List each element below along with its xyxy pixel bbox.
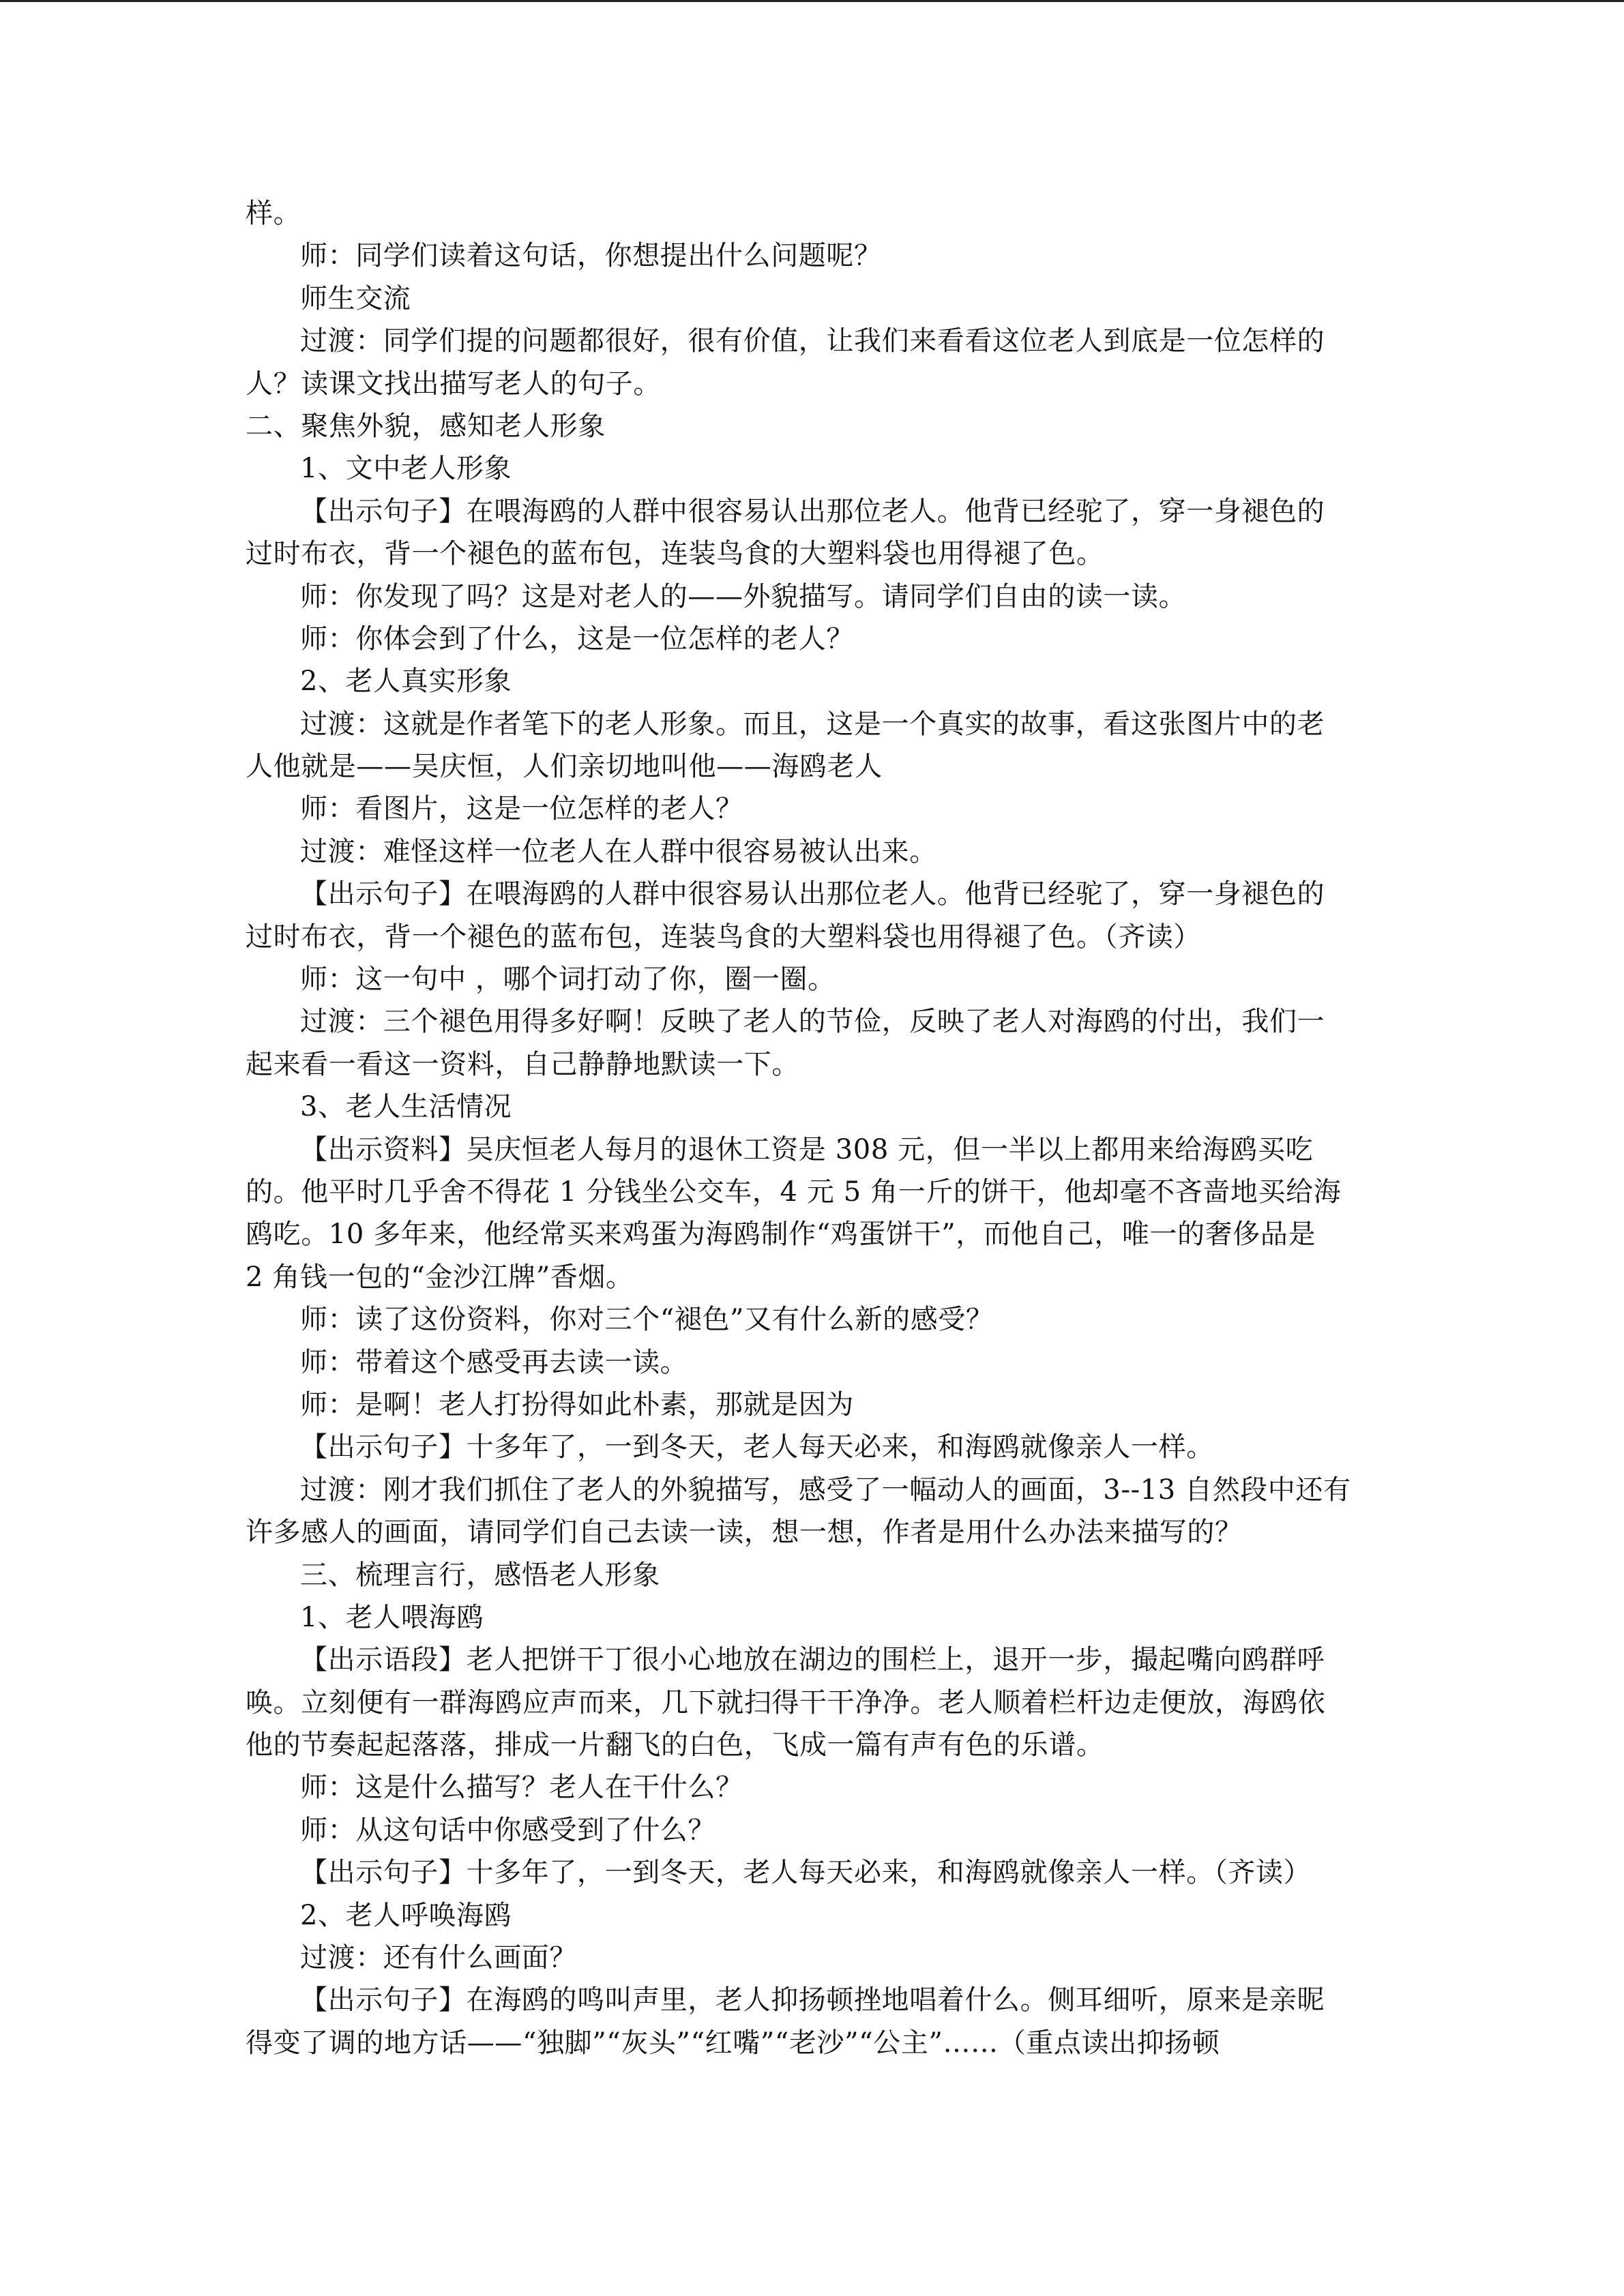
text-line: 许多感人的画面，请同学们自己去读一读，想一想，作者是用什么办法来描写的？ (246, 1517, 1243, 1549)
text-line: 师：这是什么描写？老人在干什么？ (300, 1772, 743, 1804)
text-line: 过渡：还有什么画面？ (300, 1942, 577, 1974)
text-line: 【出示句子】十多年了，一到冬天，老人每天必来，和海鸥就像亲人一样。（齐读） (300, 1857, 1312, 1889)
text-line: 鸥吃。10 多年来，他经常买来鸡蛋为海鸥制作“鸡蛋饼干”，而他自己，唯一的奢侈品是 (246, 1219, 1316, 1251)
text-line: 【出示句子】在喂海鸥的人群中很容易认出那位老人。他背已经驼了，穿一身褪色的 (300, 878, 1325, 910)
text-line: 人？读课文找出描写老人的句子。 (246, 368, 661, 400)
text-line: 师：这一句中 ，哪个词打动了你，圈一圈。 (300, 964, 836, 996)
text-line: 过时布衣，背一个褪色的蓝布包，连装鸟食的大塑料袋也用得褪了色。 (246, 538, 1104, 570)
text-line: 师：是啊！老人打扮得如此朴素，那就是因为 (300, 1388, 854, 1420)
text-line: 师生交流 (300, 282, 411, 314)
text-line: 三、梳理言行，感悟老人形象 (300, 1559, 660, 1591)
text-line: 3、老人生活情况 (300, 1091, 512, 1123)
text-line: 2、老人呼唤海鸥 (300, 1899, 512, 1931)
text-line: 师：读了这份资料，你对三个“褪色”又有什么新的感受？ (300, 1304, 994, 1336)
text-line: 过渡：三个褪色用得多好啊！反映了老人的节俭，反映了老人对海鸥的付出，我们一 (300, 1006, 1325, 1038)
text-line: 的。他平时几乎舍不得花 1 分钱坐公交车，4 元 5 角一斤的饼干，他却毫不吝啬地买给海 (246, 1176, 1342, 1208)
text-line: 师：同学们读着这句话，你想提出什么问题呢？ (300, 240, 882, 272)
text-line: 过渡：这就是作者笔下的老人形象。而且，这是一个真实的故事，看这张图片中的老 (300, 708, 1325, 740)
text-line: 过时布衣，背一个褪色的蓝布包，连装鸟食的大塑料袋也用得褪了色。（齐读） (246, 921, 1201, 953)
text-line: 过渡：同学们提的问题都很好，很有价值，让我们来看看这位老人到底是一位怎样的 (300, 325, 1325, 357)
text-line: 师：看图片，这是一位怎样的老人？ (300, 793, 743, 825)
text-line: 2、老人真实形象 (300, 666, 512, 698)
page-top-border (0, 0, 1624, 2)
text-line: 2 角钱一包的“金沙江牌”香烟。 (246, 1261, 634, 1293)
text-line: 过渡：难怪这样一位老人在人群中很容易被认出来。 (300, 835, 937, 867)
text-line: 得变了调的地方话——“独脚”“灰头”“红嘴”“老沙”“公主”……（重点读出抑扬顿 (246, 2027, 1220, 2059)
text-line: 过渡：刚才我们抓住了老人的外貌描写，感受了一幅动人的画面，3--13 自然段中还有 (300, 1474, 1351, 1506)
text-line: 师：带着这个感受再去读一读。 (300, 1346, 688, 1378)
text-line: 师：你发现了吗？这是对老人的——外貌描写。请同学们自由的读一读。 (300, 580, 1187, 612)
text-line: 1、老人喂海鸥 (300, 1601, 484, 1633)
text-line: 【出示句子】在喂海鸥的人群中很容易认出那位老人。他背已经驼了，穿一身褪色的 (300, 495, 1325, 527)
text-line: 师：从这句话中你感受到了什么？ (300, 1814, 715, 1846)
text-line: 起来看一看这一资料，自己静静地默读一下。 (246, 1048, 799, 1080)
text-line: 人他就是——吴庆恒，人们亲切地叫他——海鸥老人 (246, 751, 883, 783)
text-line: 师：你体会到了什么，这是一位怎样的老人？ (300, 623, 854, 655)
document-page (246, 192, 1368, 2064)
text-line: 二、聚焦外貌，感知老人形象 (246, 410, 606, 442)
text-line: 样。 (246, 198, 301, 229)
text-line: 【出示句子】十多年了，一到冬天，老人每天必来，和海鸥就像亲人一样。 (300, 1431, 1214, 1463)
text-line: 他的节奏起起落落，排成一片翻飞的白色，飞成一篇有声有色的乐谱。 (246, 1729, 1104, 1761)
text-line: 【出示资料】吴庆恒老人每月的退休工资是 308 元，但一半以上都用来给海鸥买吃 (300, 1133, 1314, 1165)
text-line: 唤。立刻便有一群海鸥应声而来，几下就扫得干干净净。老人顺着栏杆边走便放，海鸥依 (246, 1686, 1326, 1718)
text-line: 【出示语段】老人把饼干丁很小心地放在湖边的围栏上，退开一步，撮起嘴向鸥群呼 (300, 1644, 1325, 1676)
text-line: 【出示句子】在海鸥的鸣叫声里，老人抑扬顿挫地唱着什么。侧耳细听，原来是亲昵 (300, 1984, 1325, 2016)
text-line: 1、文中老人形象 (300, 453, 512, 485)
